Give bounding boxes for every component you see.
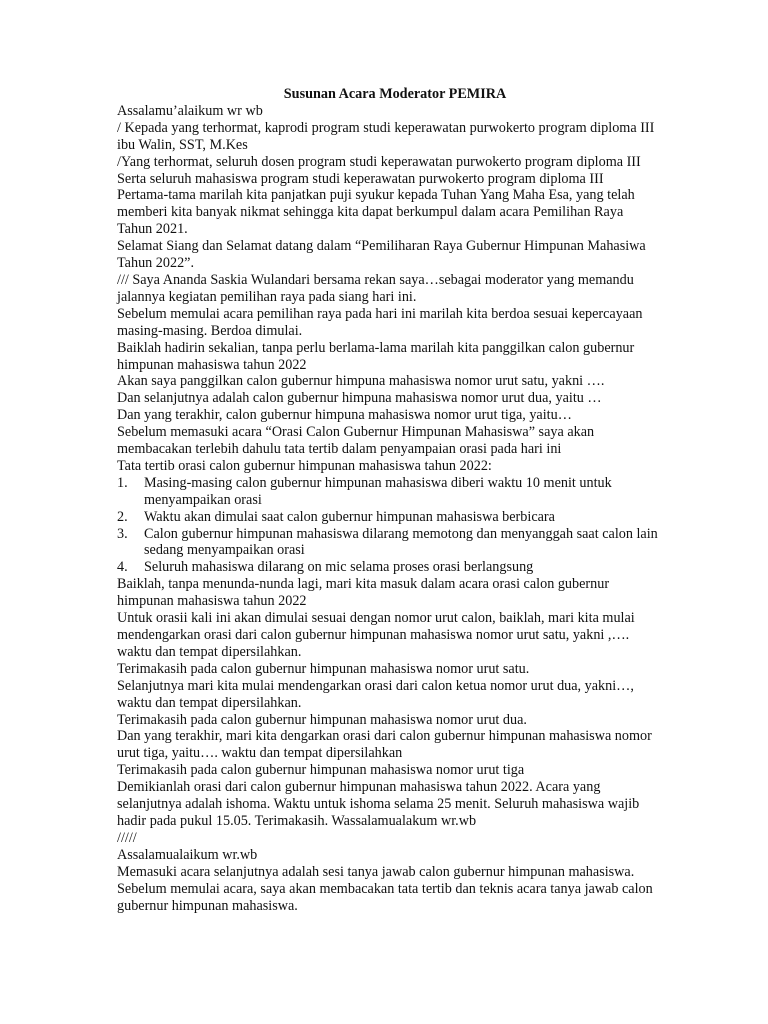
paragraph: Pertama-tama marilah kita panjatkan puji syukur kepada Tuhan Yang Maha Esa, yang telah memberi kita banyak nikmat sehingga kita dapat berkumpul dalam acara Pemilihan Raya Tahun 2021. <box>117 187 635 238</box>
paragraph: Terimakasih pada calon gubernur himpunan mahasiswa nomor urut dua. <box>117 711 527 728</box>
paragraph: Dan yang terakhir, calon gubernur himpuna mahasiswa nomor urut tiga, yaitu… <box>117 407 572 424</box>
document-title: Susunan Acara Moderator PEMIRA <box>283 86 507 102</box>
paragraph: Selamat Siang dan Selamat datang dalam “Pemiliharan Raya Gubernur Himpunan Mahasiwa Tahun 2022”. <box>117 238 646 272</box>
paragraph: Assalamualaikum wr.wb <box>117 846 258 863</box>
list-item <box>117 475 658 509</box>
paragraph: /Yang terhormat, seluruh dosen program studi keperawatan purwokerto program diploma III <box>117 153 641 170</box>
paragraph: Terimakasih pada calon gubernur himpunan mahasiswa nomor urut tiga <box>117 762 525 779</box>
paragraph: Sebelum memasuki acara “Orasi Calon Gubernur Himpunan Mahasiswa” saya akan membacakan terlebih dahulu tata tertib dalam penyampaian orasi pada hari ini <box>117 424 595 458</box>
list-item-text: Masing-masing calon gubernur himpunan mahasiswa diberi waktu 10 menit untuk menyampaikan orasi <box>144 474 612 508</box>
paragraph: Dan selanjutnya adalah calon gubernur himpuna mahasiswa nomor urut dua, yaitu … <box>117 390 602 407</box>
paragraph: Tata tertib orasi calon gubernur himpunan mahasiswa tahun 2022: <box>117 457 492 474</box>
document-body <box>117 103 658 915</box>
list-item <box>117 509 658 526</box>
list-item <box>117 559 658 576</box>
paragraph: Untuk orasii kali ini akan dimulai sesuai dengan nomor urut calon, baiklah, mari kita mulai mendengarkan orasi dari calon gubernur himpunan mahasiswa nomor urut satu, yakni ,…. waktu dan tempat dipersilahkan. <box>117 610 635 660</box>
list-item-number: 2. <box>117 508 128 525</box>
paragraph: Baiklah, tanpa menunda-nunda lagi, mari kita masuk dalam acara orasi calon gubernur himpunan mahasiswa tahun 2022 <box>117 576 610 610</box>
list-item-number: 3. <box>117 525 128 542</box>
paragraph: Baiklah hadirin sekalian, tanpa perlu berlama-lama marilah kita panggilkan calon gubernur himpunan mahasiswa tahun 2022 <box>117 339 635 373</box>
list-item-text: Seluruh mahasiswa dilarang on mic selama proses orasi berlangsung <box>144 559 534 576</box>
paragraph: Selanjutnya mari kita mulai mendengarkan orasi dari calon ketua nomor urut dua, yakni…, waktu dan tempat dipersilahkan. <box>117 677 634 711</box>
paragraph: Serta seluruh mahasiswa program studi keperawatan purwokerto program diploma III <box>117 170 604 187</box>
paragraph: Memasuki acara selanjutnya adalah sesi tanya jawab calon gubernur himpunan mahasiswa. Sebelum memulai acara, saya akan membacakan tata tertib dan teknis acara tanya jawab calon gubernur himpunan mahasiswa. <box>117 863 653 914</box>
paragraph: ///// <box>117 829 137 846</box>
paragraph: / Kepada yang terhormat, kaprodi program studi keperawatan purwokerto program diploma III ibu Walin, SST, M.Kes <box>117 119 655 153</box>
paragraph: Akan saya panggilkan calon gubernur himpuna mahasiswa nomor urut satu, yakni …. <box>117 373 605 390</box>
paragraph: /// Saya Ananda Saskia Wulandari bersama rekan saya…sebagai moderator yang memandu jalannya kegiatan pemilihan raya pada siang hari ini. <box>117 271 634 305</box>
list-item <box>117 526 658 560</box>
list-item-number: 4. <box>117 559 128 576</box>
paragraph: Dan yang terakhir, mari kita dengarkan orasi dari calon gubernur himpunan mahasiswa nomor urut tiga, yaitu…. waktu dan tempat dipersilahkan <box>117 728 652 762</box>
list-item-number: 1. <box>117 474 128 491</box>
list-item-text: Waktu akan dimulai saat calon gubernur himpunan mahasiswa berbicara <box>144 508 555 525</box>
list-item-text: Calon gubernur himpunan mahasiswa dilarang memotong dan menyanggah saat calon lain sedang menyampaikan orasi <box>144 525 658 559</box>
paragraph: Terimakasih pada calon gubernur himpunan mahasiswa nomor urut satu. <box>117 660 530 677</box>
paragraph: Demikianlah orasi dari calon gubernur himpunan mahasiswa tahun 2022. Acara yang selanjutnya adalah ishoma. Waktu untuk ishoma selama 25 menit. Seluruh mahasiswa wajib hadir pada pukul 15.05. Terimakasih. Wassalamualakum wr.wb <box>117 779 640 829</box>
paragraph: Sebelum memulai acara pemilihan raya pada hari ini marilah kita berdoa sesuai kepercayaan masing-masing. Berdoa dimulai. <box>117 305 643 339</box>
paragraph: Assalamu’alaikum wr wb <box>117 102 263 119</box>
